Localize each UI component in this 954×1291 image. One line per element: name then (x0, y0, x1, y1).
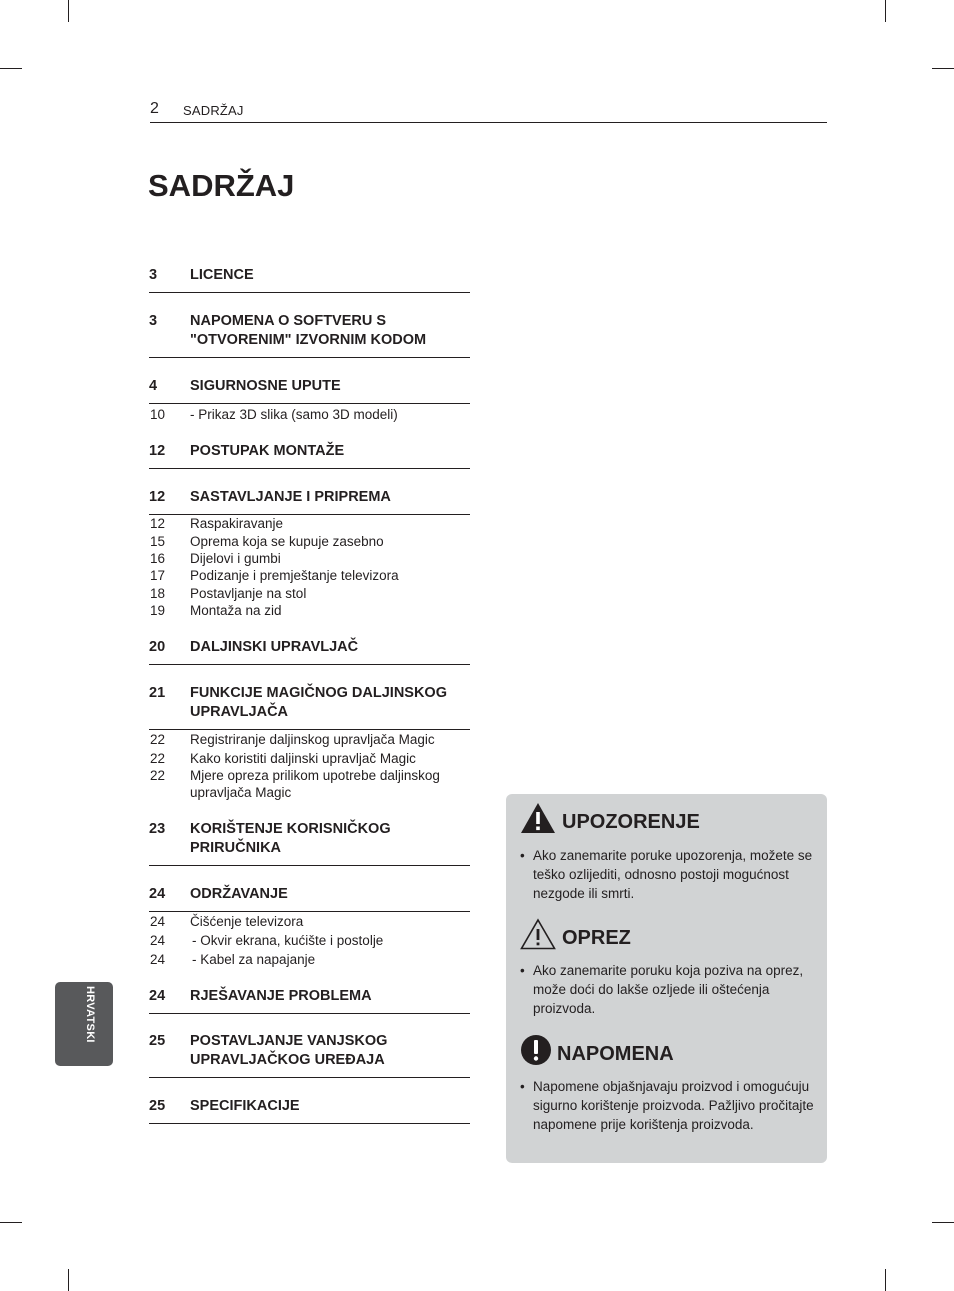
toc-subentry[interactable] (149, 951, 470, 968)
toc-page-number: 19 (150, 603, 166, 618)
page-number: 2 (150, 100, 159, 117)
page-header (150, 100, 827, 123)
toc-subentry[interactable] (149, 406, 470, 423)
bullet: • (520, 1079, 525, 1094)
toc-entry-licence[interactable] (149, 266, 470, 293)
crop-mark (885, 0, 886, 22)
warning-triangle-filled-icon (520, 802, 556, 834)
exclamation-circle-icon (520, 1034, 552, 1066)
upozorenje-title: UPOZORENJE (562, 811, 700, 833)
crop-mark (68, 1269, 69, 1291)
toc-label: Kako koristiti daljinski upravljač Magic (190, 751, 416, 766)
toc-page-number: 12 (150, 516, 166, 531)
toc-page-number: 3 (149, 313, 158, 329)
toc-page-number: 21 (149, 685, 166, 701)
toc-label: Mjere opreza prilikom upotrebe daljinskog upravljača Magic (190, 768, 440, 800)
crop-mark (0, 68, 22, 69)
toc-subentry[interactable] (149, 913, 470, 930)
toc-entry-sigurnosne-upute[interactable] (149, 377, 470, 404)
toc-page-number: 22 (150, 732, 166, 747)
toc-entry-koristenje[interactable] (149, 820, 470, 866)
toc-page-number: 12 (149, 443, 166, 459)
toc-page-number: 15 (150, 534, 166, 549)
toc-label: DALJINSKI UPRAVLJAČ (190, 639, 359, 655)
toc-entry-problemi[interactable] (149, 987, 470, 1014)
toc-page-number: 24 (150, 914, 166, 929)
toc-entry-vanjski-uredaj[interactable] (149, 1032, 470, 1078)
toc-subentry[interactable] (149, 750, 470, 767)
toc-label: FUNKCIJE MAGIČNOG DALJINSKOG UPRAVLJAČA (190, 685, 447, 720)
crop-mark (68, 0, 69, 22)
toc-label: Montaža na zid (190, 603, 282, 618)
napomena-title: NAPOMENA (557, 1043, 674, 1065)
toc-label: Čišćenje televizora (190, 914, 304, 929)
header-section-title: SADRŽAJ (183, 103, 244, 118)
crop-mark (885, 1269, 886, 1291)
page-title: SADRŽAJ (148, 168, 295, 203)
toc-label: Raspakiravanje (190, 516, 284, 531)
oprez-text (520, 961, 816, 1018)
toc-page-number: 22 (150, 768, 166, 783)
toc-page-number: 12 (149, 489, 166, 505)
toc-page-number: 20 (149, 639, 166, 655)
toc-label: NAPOMENA O SOFTVERU S "OTVORENIM" IZVORNIM KODOM (190, 313, 427, 348)
toc-label: SASTAVLJANJE I PRIPREMA (190, 489, 391, 505)
toc-label: SPECIFIKACIJE (190, 1098, 300, 1114)
toc-subentry[interactable] (149, 585, 470, 602)
oprez-title: OPREZ (562, 927, 631, 949)
toc-entry-daljinski[interactable] (149, 638, 470, 665)
toc-page-number: 25 (149, 1033, 166, 1049)
toc-label: - Kabel za napajanje (192, 952, 316, 967)
toc-label: ODRŽAVANJE (190, 886, 288, 902)
toc-subentry[interactable] (149, 602, 470, 619)
toc-page-number: 10 (150, 407, 166, 422)
bullet: • (520, 848, 525, 863)
toc-page-number: 24 (150, 933, 166, 948)
note-paragraph: Ako zanemarite poruku koja poziva na oprez, može doći do lakše ozljede ili oštećenja proizvoda. (533, 963, 804, 1016)
toc-page-number: 24 (149, 988, 166, 1004)
toc-page-number: 16 (150, 551, 166, 566)
toc-page-number: 18 (150, 586, 166, 601)
upozorenje-text (520, 846, 816, 903)
toc-entry-specifikacije[interactable] (149, 1097, 470, 1124)
toc-entry-sastavljanje[interactable] (149, 488, 470, 515)
caution-triangle-outline-icon (520, 918, 556, 950)
toc-entry-postupak-montaze[interactable] (149, 442, 470, 469)
language-label: HRVATSKI (84, 986, 96, 1043)
toc-page-number: 22 (150, 751, 166, 766)
toc-label: POSTUPAK MONTAŽE (190, 443, 345, 459)
toc-label: KORIŠTENJE KORISNIČKOG PRIRUČNIKA (190, 821, 391, 856)
toc-subentry[interactable] (149, 767, 470, 801)
toc-entry-odrzavanje[interactable] (149, 885, 470, 912)
safety-notes-box (506, 794, 827, 1163)
toc-label: - Prikaz 3D slika (samo 3D modeli) (190, 407, 398, 422)
toc-label: Dijelovi i gumbi (190, 551, 281, 566)
toc-page-number: 24 (149, 886, 166, 902)
napomena-text (520, 1077, 816, 1134)
toc-page-number: 4 (149, 378, 158, 394)
toc-entry-magicni-daljinski[interactable] (149, 684, 470, 730)
toc-page-number: 3 (149, 267, 158, 283)
toc-subentry[interactable] (149, 515, 470, 532)
crop-mark (0, 1222, 22, 1223)
toc-label: Oprema koja se kupuje zasebno (190, 534, 384, 549)
bullet: • (520, 963, 525, 978)
toc-label: Registriranje daljinskog upravljača Magic (190, 732, 435, 747)
toc-label: POSTAVLJANJE VANJSKOG UPRAVLJAČKOG UREĐAJA (190, 1033, 388, 1068)
toc-label: Podizanje i premještanje televizora (190, 568, 399, 583)
toc-label: Postavljanje na stol (190, 586, 307, 601)
toc-subentry[interactable] (149, 533, 470, 550)
toc-page-number: 17 (150, 568, 166, 583)
toc-label: LICENCE (190, 267, 254, 283)
toc-page-number: 25 (149, 1098, 166, 1114)
language-side-tab (55, 982, 113, 1066)
toc-label: RJEŠAVANJE PROBLEMA (190, 988, 372, 1004)
note-paragraph: Napomene objašnjavaju proizvod i omogućuju sigurno korištenje proizvoda. Pažljivo pročitajte napomene prije korištenja proizvoda. (533, 1079, 814, 1132)
crop-mark (932, 1222, 954, 1223)
toc-page-number: 24 (150, 952, 166, 967)
toc-page-number: 23 (149, 821, 166, 837)
toc-entry-napomena-softver[interactable] (149, 312, 470, 358)
crop-mark (932, 68, 954, 69)
toc-label: - Okvir ekrana, kućište i postolje (192, 933, 384, 948)
toc-subentry[interactable] (149, 550, 470, 567)
toc-subentry[interactable] (149, 932, 470, 949)
toc-subentry[interactable] (149, 567, 470, 584)
toc-subentry[interactable] (149, 731, 470, 748)
toc-label: SIGURNOSNE UPUTE (190, 378, 341, 394)
note-paragraph: Ako zanemarite poruke upozorenja, možete se teško ozlijediti, odnosno postoji mogućnost nezgode ili smrti. (533, 848, 813, 901)
